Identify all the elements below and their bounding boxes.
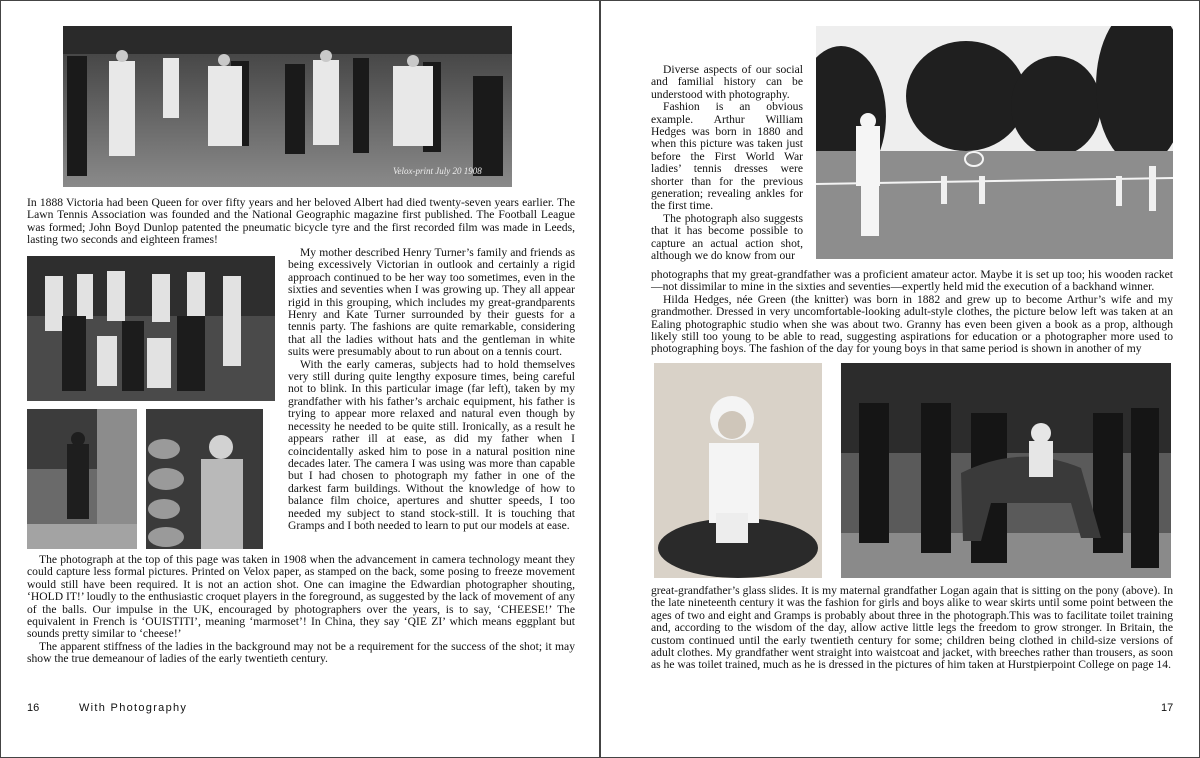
full-paragraph-2: Hilda Hedges, née Green (the knitter) was born in 1882 and grew up to become Arthur’s wife and my grandmother. Dressed in very uncomfortable-looking adult-style clothes, the picture below left was taken at an Ealing photographic studio when she was about two. Granny has even been given a book as a prop, although likely still too young to be able to read, suggesting aspirations for education or a photographer more used to photographing boys. The fashion of the day for young boys in that same period is shown in another of my [651,292,1173,356]
right-page [600,0,1200,758]
column-paragraph-3: The photograph also suggests that it has become possible to capture an actual action shot, although we do know from our [651,211,803,263]
left-side-column [288,247,575,532]
croquet-photo [63,26,512,187]
hilda-studio-portrait-photo [654,363,822,578]
full-paragraph-1: photographs that my great-grandfather was a proficient amateur actor. Maybe it is set up too; his wooden racket—not dissimilar to mine in the sixties and seventies—expertly held mid the execution of a backhand winner. [651,268,1173,294]
grandfather-garden-photo [27,409,137,549]
column-paragraph-1: Diverse aspects of our social and familial history can be understood with photography. [651,63,803,101]
side-paragraph-2: With the early cameras, subjects had to hold themselves very still during quite lengthy exposure times, being careful not to blink. In this particular image (far left), taken by my grandfather with his father’s archaic equipment, his father is trying to appear more relaxed and natural even though by necessity he needed to be quite still. Ironically, as a result he appears rather ill at ease, as did my father when I coincidentally asked him to pose in a natural position nine decades later. The camera I was using was more than capable but I had chosen to photograph my father in one of the darkest farm buildings. Without the knowledge of how to balance film choice, apertures and shutter speeds, I too needed my subject to stand stock-still. It is touching that Gramps and I both needed to learn to put our models at ease. [288,357,575,532]
bottom-text: great-grandfather’s glass slides. It is my maternal grandfather Logan again that is sitting on the pony (above). In the late nineteenth century it was the fashion for girls and boys alike to wear skirts until some point between the ages of two and eight and Gramps is probably about three in the photograph.This was to facilitate toilet training and, according to the wisdom of the day, allow active little legs the freedom to grow stronger. In Britain, the custom continued until the early twentieth century for some; children being clothed in child-size versions of adult clothes. My grandfather went straight into waistcoat and jacket, with breeches rather than trousers, as soon as he was toilet trained, much as he is dressed in the pictures of him taken at Hurstpierpoint College on page 14. [651,584,1173,672]
page-number-left: 16 [27,702,40,714]
tennis-party-group-photo [27,256,275,401]
right-full-width-text [651,269,1173,356]
right-narrow-column [651,64,803,263]
bottom-paragraph-1: The photograph at the top of this page was taken in 1908 when the advancement in camera technology meant they could capture less formal pictures. Printed on Velox paper, as stamped on the back, some posing to freeze movement would still have been required. It is not an action shot. One can imagine the Edwardian photographer shouting, ‘HOLD IT!’ loudly to the enthusiastic croquet players in the foreground, as suggested by the lack of movement of any of the balls. Our impulse in the UK, encouraged by photographers over the years, is to say, ‘CHEESE!’ The equivalent in French is ‘OUISTITI’, meaning ‘marmoset’! In China, they say ‘QIE ZI’ which means eggplant but sounds pretty similar to ‘cheese!’ [27,553,575,641]
running-head: With Photography [79,702,188,714]
side-paragraph-1: My mother described Henry Turner’s family and friends as being excessively Victorian in outlook and certainly a rigid approach continued to be her way too sometimes, even in the sixties and seventies when I was growing up. They all appear rigid in this grouping, which includes my great-grandparents Henry and Kate Turner surrounded by their guests for a tennis party. The fashions are quite remarkable, considering that all the ladies without hats and the gentleman in white suits were presumably about to run about on a tennis court. [288,246,575,359]
intro-text: In 1888 Victoria had been Queen for over fifty years and her beloved Albert had died twenty-seven years earlier. The Lawn Tennis Association was founded and the National Geographic magazine first published. The Football League was formed; John Boyd Dunlop patented the pneumatic bicycle tyre and the first recorded film was made in Leeds, lasting two seconds and eighteen frames! [27,196,575,247]
pony-family-photo [841,363,1171,578]
right-bottom-paragraph [651,585,1173,672]
left-intro-paragraph [27,197,575,247]
bottom-paragraph-2: The apparent stiffness of the ladies in the background may not be a requirement for the success of the shot; it may show the true demeanour of ladies of the early twentieth century. [27,639,575,666]
column-paragraph-2: Fashion is an obvious example. Arthur William Hedges was born in 1880 and when this picture was taken just before the First World War ladies’ tennis dresses were shorter than for the previous generation; revealing ankles for the first time. [651,100,803,213]
page-number-right: 17 [1161,702,1174,714]
tennis-backhand-photo [816,26,1173,259]
father-farm-building-photo [146,409,263,549]
left-bottom-paragraphs [27,554,575,666]
velox-stamp: Velox-print July 20 1908 [393,166,482,176]
